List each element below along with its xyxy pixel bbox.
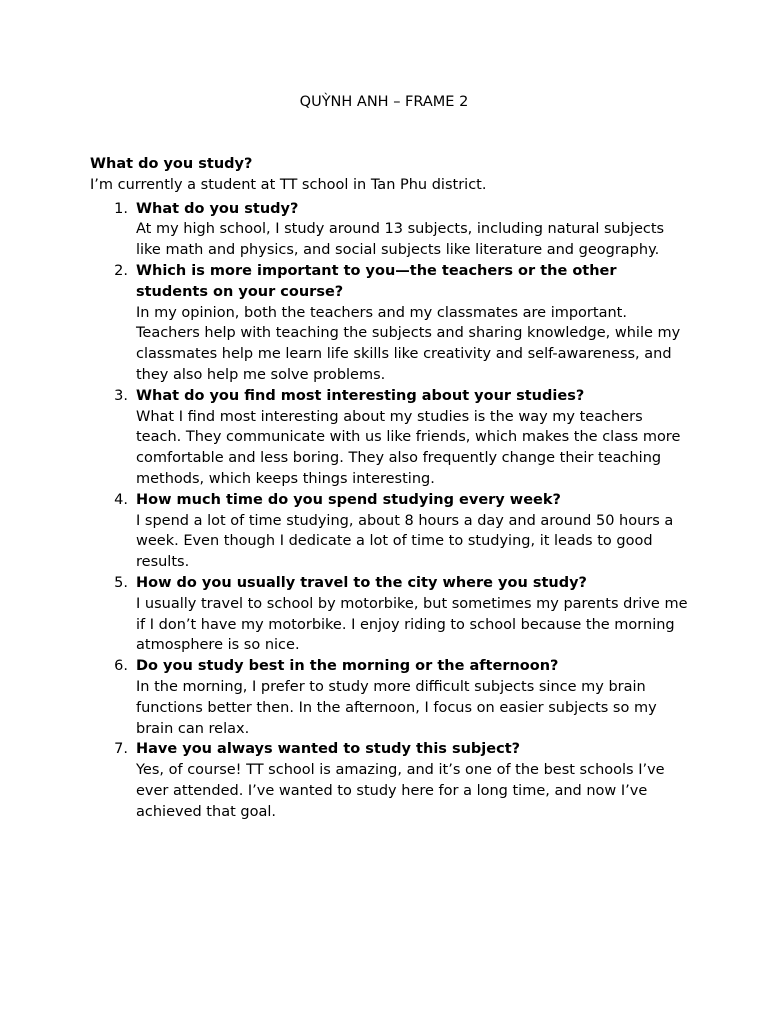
answer-text: I spend a lot of time studying, about 8 hours a day and around 50 hours a week. Even though I dedicate a lot of time to studying, it leads to good results.	[136, 512, 674, 571]
item-number: 7.	[114, 741, 128, 758]
answer-text: At my high school, I study around 13 subjects, including natural subjects like math and physics, and social subjects like literature and geography.	[136, 221, 665, 259]
intro-heading: What do you study?	[90, 156, 253, 172]
answer-text: What I find most interesting about my studies is the way my teachers teach. They communicate with us like friends, which makes the class more comfortable and less boring. They also frequently change their teaching methods, which keeps things interesting.	[136, 408, 681, 487]
answer-text: I usually travel to school by motorbike, but sometimes my parents drive me if I don’t have my motorbike. I enjoy riding to school because the morning atmosphere is so nice.	[136, 595, 688, 654]
answer-text: Yes, of course! TT school is amazing, and it’s one of the best schools I’ve ever attended. I’ve wanted to study here for a long time, and now I’ve achieved that goal.	[136, 762, 665, 820]
item-number: 6.	[114, 658, 128, 675]
question-text: Which is more important to you—the teachers or the other students on your course?	[136, 262, 617, 300]
list-item	[90, 261, 690, 386]
list-item	[90, 739, 690, 822]
question-text: How much time do you spend studying every week?	[136, 491, 561, 508]
document-body	[90, 154, 690, 823]
list-item	[90, 490, 690, 573]
answer-text: In the morning, I prefer to study more difficult subjects since my brain functions better then. In the afternoon, I focus on easier subjects so my brain can relax.	[136, 678, 657, 737]
item-number: 4.	[114, 491, 128, 508]
document-title: QUỲNH ANH – FRAME 2	[299, 94, 469, 110]
list-item	[90, 199, 690, 261]
list-item	[90, 573, 690, 656]
question-text: Do you study best in the morning or the afternoon?	[136, 658, 559, 675]
item-number: 3.	[114, 387, 128, 404]
intro-text: I’m currently a student at TT school in Tan Phu district.	[90, 176, 487, 193]
question-text: How do you usually travel to the city where you study?	[136, 574, 587, 591]
list-item	[90, 386, 690, 490]
item-number: 5.	[114, 574, 128, 591]
question-list	[90, 199, 690, 823]
question-text: What do you find most interesting about your studies?	[136, 387, 585, 404]
question-text: What do you study?	[136, 200, 299, 217]
answer-text: In my opinion, both the teachers and my classmates are important. Teachers help with teaching the subjects and sharing knowledge, while my classmates help me learn life skills like creativity and self-awareness, and they also help me solve problems.	[136, 304, 681, 383]
question-text: Have you always wanted to study this subject?	[136, 741, 521, 758]
list-item	[90, 656, 690, 739]
item-number: 1.	[114, 200, 128, 217]
item-number: 2.	[114, 262, 128, 279]
